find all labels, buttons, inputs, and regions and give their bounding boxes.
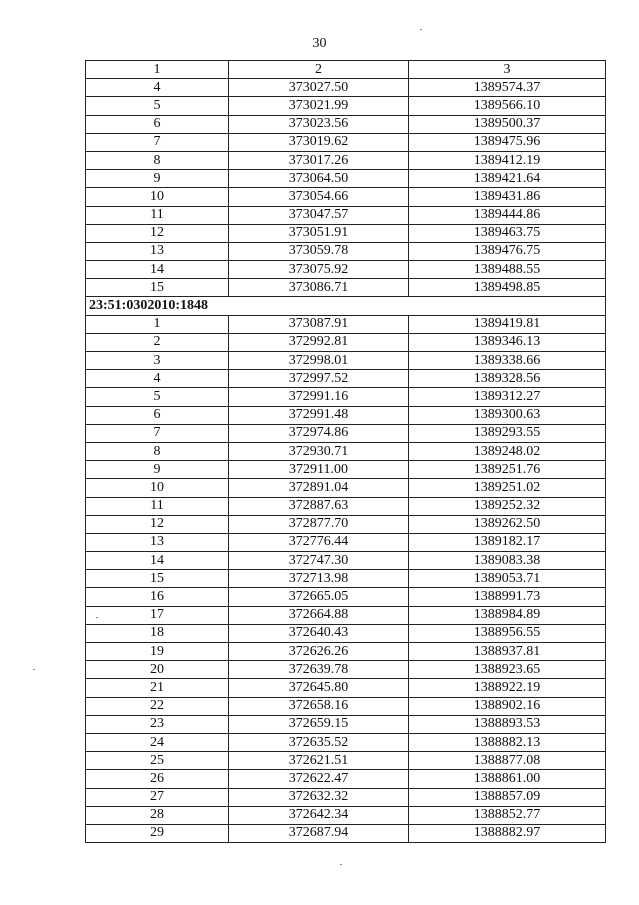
table-row (86, 624, 606, 642)
table-row (86, 461, 606, 479)
header-cell-point: 1 (86, 61, 229, 79)
scan-speck (420, 29, 422, 30)
x-coordinate-cell: 373054.66 (229, 188, 409, 206)
table-row (86, 315, 606, 333)
x-coordinate-cell: 373047.57 (229, 206, 409, 224)
y-coordinate-cell: 1389475.96 (409, 133, 606, 151)
table-row (86, 151, 606, 169)
point-number-cell: 10 (86, 188, 229, 206)
y-coordinate-cell: 1388956.55 (409, 624, 606, 642)
table-row (86, 79, 606, 97)
x-coordinate-cell: 373017.26 (229, 151, 409, 169)
table-row (86, 697, 606, 715)
table-row (86, 679, 606, 697)
point-number-cell: 25 (86, 752, 229, 770)
coordinates-table (85, 60, 606, 843)
point-number-cell: 18 (86, 624, 229, 642)
table-row (86, 479, 606, 497)
point-number-cell: 9 (86, 170, 229, 188)
x-coordinate-cell: 373027.50 (229, 79, 409, 97)
point-number-cell: 14 (86, 552, 229, 570)
point-number-cell: 6 (86, 115, 229, 133)
x-coordinate-cell: 372776.44 (229, 533, 409, 551)
y-coordinate-cell: 1389328.56 (409, 370, 606, 388)
x-coordinate-cell: 372887.63 (229, 497, 409, 515)
x-coordinate-cell: 372621.51 (229, 752, 409, 770)
y-coordinate-cell: 1389346.13 (409, 333, 606, 351)
scan-speck (33, 669, 35, 670)
y-coordinate-cell: 1389053.71 (409, 570, 606, 588)
table-row (86, 661, 606, 679)
x-coordinate-cell: 372635.52 (229, 733, 409, 751)
table-row (86, 442, 606, 460)
point-number-cell: 9 (86, 461, 229, 479)
y-coordinate-cell: 1389083.38 (409, 552, 606, 570)
y-coordinate-cell: 1388893.53 (409, 715, 606, 733)
x-coordinate-cell: 373059.78 (229, 242, 409, 260)
table-row (86, 497, 606, 515)
y-coordinate-cell: 1389182.17 (409, 533, 606, 551)
y-coordinate-cell: 1389498.85 (409, 279, 606, 297)
point-number-cell: 7 (86, 424, 229, 442)
y-coordinate-cell: 1389476.75 (409, 242, 606, 260)
table-row (86, 279, 606, 297)
x-coordinate-cell: 372665.05 (229, 588, 409, 606)
table-row (86, 261, 606, 279)
x-coordinate-cell: 373019.62 (229, 133, 409, 151)
x-coordinate-cell: 372713.98 (229, 570, 409, 588)
x-coordinate-cell: 372747.30 (229, 552, 409, 570)
x-coordinate-cell: 373023.56 (229, 115, 409, 133)
table-row (86, 552, 606, 570)
point-number-cell: 17 (86, 606, 229, 624)
y-coordinate-cell: 1389444.86 (409, 206, 606, 224)
x-coordinate-cell: 372998.01 (229, 352, 409, 370)
point-number-cell: 24 (86, 733, 229, 751)
point-number-cell: 21 (86, 679, 229, 697)
point-number-cell: 13 (86, 242, 229, 260)
table-row (86, 406, 606, 424)
header-cell-x: 2 (229, 61, 409, 79)
y-coordinate-cell: 1389312.27 (409, 388, 606, 406)
x-coordinate-cell: 373075.92 (229, 261, 409, 279)
x-coordinate-cell: 372642.34 (229, 806, 409, 824)
point-number-cell: 26 (86, 770, 229, 788)
point-number-cell: 13 (86, 533, 229, 551)
y-coordinate-cell: 1388937.81 (409, 643, 606, 661)
y-coordinate-cell: 1389566.10 (409, 97, 606, 115)
x-coordinate-cell: 372658.16 (229, 697, 409, 715)
cadastral-number-label: 23:51:0302010:1848 (86, 297, 606, 315)
point-number-cell: 15 (86, 570, 229, 588)
point-number-cell: 4 (86, 370, 229, 388)
y-coordinate-cell: 1389574.37 (409, 79, 606, 97)
table-row (86, 588, 606, 606)
point-number-cell: 22 (86, 697, 229, 715)
x-coordinate-cell: 373064.50 (229, 170, 409, 188)
x-coordinate-cell: 372911.00 (229, 461, 409, 479)
table-row (86, 770, 606, 788)
table-row (86, 388, 606, 406)
point-number-cell: 6 (86, 406, 229, 424)
y-coordinate-cell: 1388882.13 (409, 733, 606, 751)
y-coordinate-cell: 1389293.55 (409, 424, 606, 442)
table-row (86, 224, 606, 242)
y-coordinate-cell: 1388991.73 (409, 588, 606, 606)
y-coordinate-cell: 1389463.75 (409, 224, 606, 242)
y-coordinate-cell: 1389419.81 (409, 315, 606, 333)
y-coordinate-cell: 1389248.02 (409, 442, 606, 460)
point-number-cell: 4 (86, 79, 229, 97)
point-number-cell: 15 (86, 279, 229, 297)
table-row (86, 424, 606, 442)
y-coordinate-cell: 1388857.09 (409, 788, 606, 806)
x-coordinate-cell: 373051.91 (229, 224, 409, 242)
point-number-cell: 28 (86, 806, 229, 824)
page-number: 30 (312, 36, 327, 51)
y-coordinate-cell: 1389251.02 (409, 479, 606, 497)
table-row (86, 333, 606, 351)
x-coordinate-cell: 372974.86 (229, 424, 409, 442)
x-coordinate-cell: 372991.16 (229, 388, 409, 406)
section-row (86, 297, 606, 315)
x-coordinate-cell: 373021.99 (229, 97, 409, 115)
x-coordinate-cell: 373087.91 (229, 315, 409, 333)
point-number-cell: 19 (86, 643, 229, 661)
table-row (86, 824, 606, 842)
x-coordinate-cell: 372891.04 (229, 479, 409, 497)
table-row (86, 570, 606, 588)
table-row (86, 370, 606, 388)
table-row (86, 188, 606, 206)
y-coordinate-cell: 1389300.63 (409, 406, 606, 424)
table-row (86, 788, 606, 806)
table-row (86, 606, 606, 624)
x-coordinate-cell: 372632.32 (229, 788, 409, 806)
y-coordinate-cell: 1388902.16 (409, 697, 606, 715)
point-number-cell: 11 (86, 206, 229, 224)
x-coordinate-cell: 372659.15 (229, 715, 409, 733)
y-coordinate-cell: 1388852.77 (409, 806, 606, 824)
header-cell-y: 3 (409, 61, 606, 79)
table-row (86, 752, 606, 770)
point-number-cell: 29 (86, 824, 229, 842)
point-number-cell: 7 (86, 133, 229, 151)
table-row (86, 115, 606, 133)
x-coordinate-cell: 372991.48 (229, 406, 409, 424)
point-number-cell: 12 (86, 515, 229, 533)
table-row (86, 643, 606, 661)
point-number-cell: 2 (86, 333, 229, 351)
table-row (86, 806, 606, 824)
x-coordinate-cell: 372640.43 (229, 624, 409, 642)
point-number-cell: 12 (86, 224, 229, 242)
y-coordinate-cell: 1388861.00 (409, 770, 606, 788)
y-coordinate-cell: 1389252.32 (409, 497, 606, 515)
table-row (86, 515, 606, 533)
y-coordinate-cell: 1388923.65 (409, 661, 606, 679)
y-coordinate-cell: 1389421.64 (409, 170, 606, 188)
table-row (86, 97, 606, 115)
x-coordinate-cell: 372992.81 (229, 333, 409, 351)
point-number-cell: 1 (86, 315, 229, 333)
point-number-cell: 8 (86, 442, 229, 460)
y-coordinate-cell: 1389431.86 (409, 188, 606, 206)
y-coordinate-cell: 1389488.55 (409, 261, 606, 279)
point-number-cell: 14 (86, 261, 229, 279)
point-number-cell: 27 (86, 788, 229, 806)
x-coordinate-cell: 372997.52 (229, 370, 409, 388)
x-coordinate-cell: 372626.26 (229, 643, 409, 661)
point-number-cell: 5 (86, 388, 229, 406)
point-number-cell: 5 (86, 97, 229, 115)
x-coordinate-cell: 373086.71 (229, 279, 409, 297)
point-number-cell: 16 (86, 588, 229, 606)
table-row (86, 206, 606, 224)
point-number-cell: 20 (86, 661, 229, 679)
point-number-cell: 23 (86, 715, 229, 733)
x-coordinate-cell: 372930.71 (229, 442, 409, 460)
x-coordinate-cell: 372645.80 (229, 679, 409, 697)
table-row (86, 715, 606, 733)
point-number-cell: 11 (86, 497, 229, 515)
table-header-row (86, 61, 606, 79)
y-coordinate-cell: 1388877.08 (409, 752, 606, 770)
x-coordinate-cell: 372687.94 (229, 824, 409, 842)
y-coordinate-cell: 1389412.19 (409, 151, 606, 169)
scan-speck (96, 617, 98, 618)
x-coordinate-cell: 372877.70 (229, 515, 409, 533)
y-coordinate-cell: 1388882.97 (409, 824, 606, 842)
x-coordinate-cell: 372639.78 (229, 661, 409, 679)
table-row (86, 133, 606, 151)
y-coordinate-cell: 1389338.66 (409, 352, 606, 370)
table-row (86, 533, 606, 551)
x-coordinate-cell: 372622.47 (229, 770, 409, 788)
y-coordinate-cell: 1389500.37 (409, 115, 606, 133)
y-coordinate-cell: 1389251.76 (409, 461, 606, 479)
table-row (86, 352, 606, 370)
point-number-cell: 3 (86, 352, 229, 370)
table-row (86, 170, 606, 188)
table-row (86, 733, 606, 751)
point-number-cell: 10 (86, 479, 229, 497)
point-number-cell: 8 (86, 151, 229, 169)
y-coordinate-cell: 1388984.89 (409, 606, 606, 624)
x-coordinate-cell: 372664.88 (229, 606, 409, 624)
scan-speck (340, 864, 342, 865)
y-coordinate-cell: 1389262.50 (409, 515, 606, 533)
table-row (86, 242, 606, 260)
y-coordinate-cell: 1388922.19 (409, 679, 606, 697)
